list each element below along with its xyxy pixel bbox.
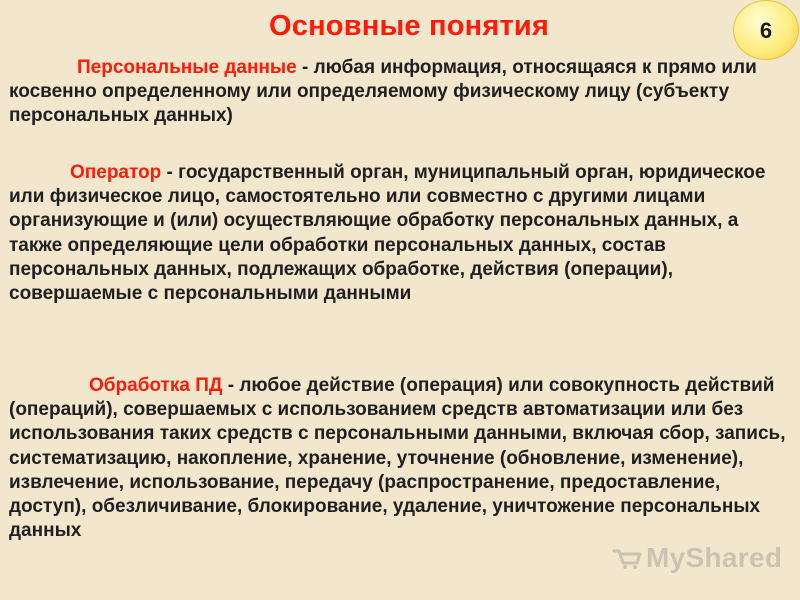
definition-text: государственный орган, муниципальный орган, юридическое или физическое лицо, самостоятельно или совместно с другими лицами организующие и (или) осуществляющие обработку персональных данных, а также определяющие цели обработки персональных данных, состав персональных данных, подлежащих обработке, действия (операции), совершаемые с персональными данными <box>9 162 766 305</box>
definition-personal-data <box>9 56 791 129</box>
definition-text: любая информация, относящаяся к прямо или косвенно определенному или определяемому физическому лицу (субъекту персональных данных) <box>9 57 757 127</box>
definition-separator: - <box>296 57 314 78</box>
watermark-logo: MyShared <box>646 542 783 573</box>
definition-term: Обработка ПД <box>89 375 223 396</box>
definition-term: Персональные данные <box>77 57 297 78</box>
definition-text: любое действие (операция) или совокупность действий (операций), совершаемых с использованием средств автоматизации или без использования таких средств с персональными данными, включая сбор, запись, систематизацию, накопление, хранение, уточнение (обновление, изменение), извлечение, использование, передачу (распространение, предоставление, доступ), обезличивание, блокирование, удаление, уничтожение персональных данных <box>9 375 786 542</box>
definition-separator: - <box>161 162 179 183</box>
slide-number-badge: 6 <box>733 0 799 60</box>
definition-operator <box>9 161 791 306</box>
definition-data-processing <box>9 374 791 543</box>
definition-term: Оператор <box>70 162 162 183</box>
slide-title: Основные понятия <box>268 10 550 42</box>
definition-separator: - <box>222 375 240 396</box>
